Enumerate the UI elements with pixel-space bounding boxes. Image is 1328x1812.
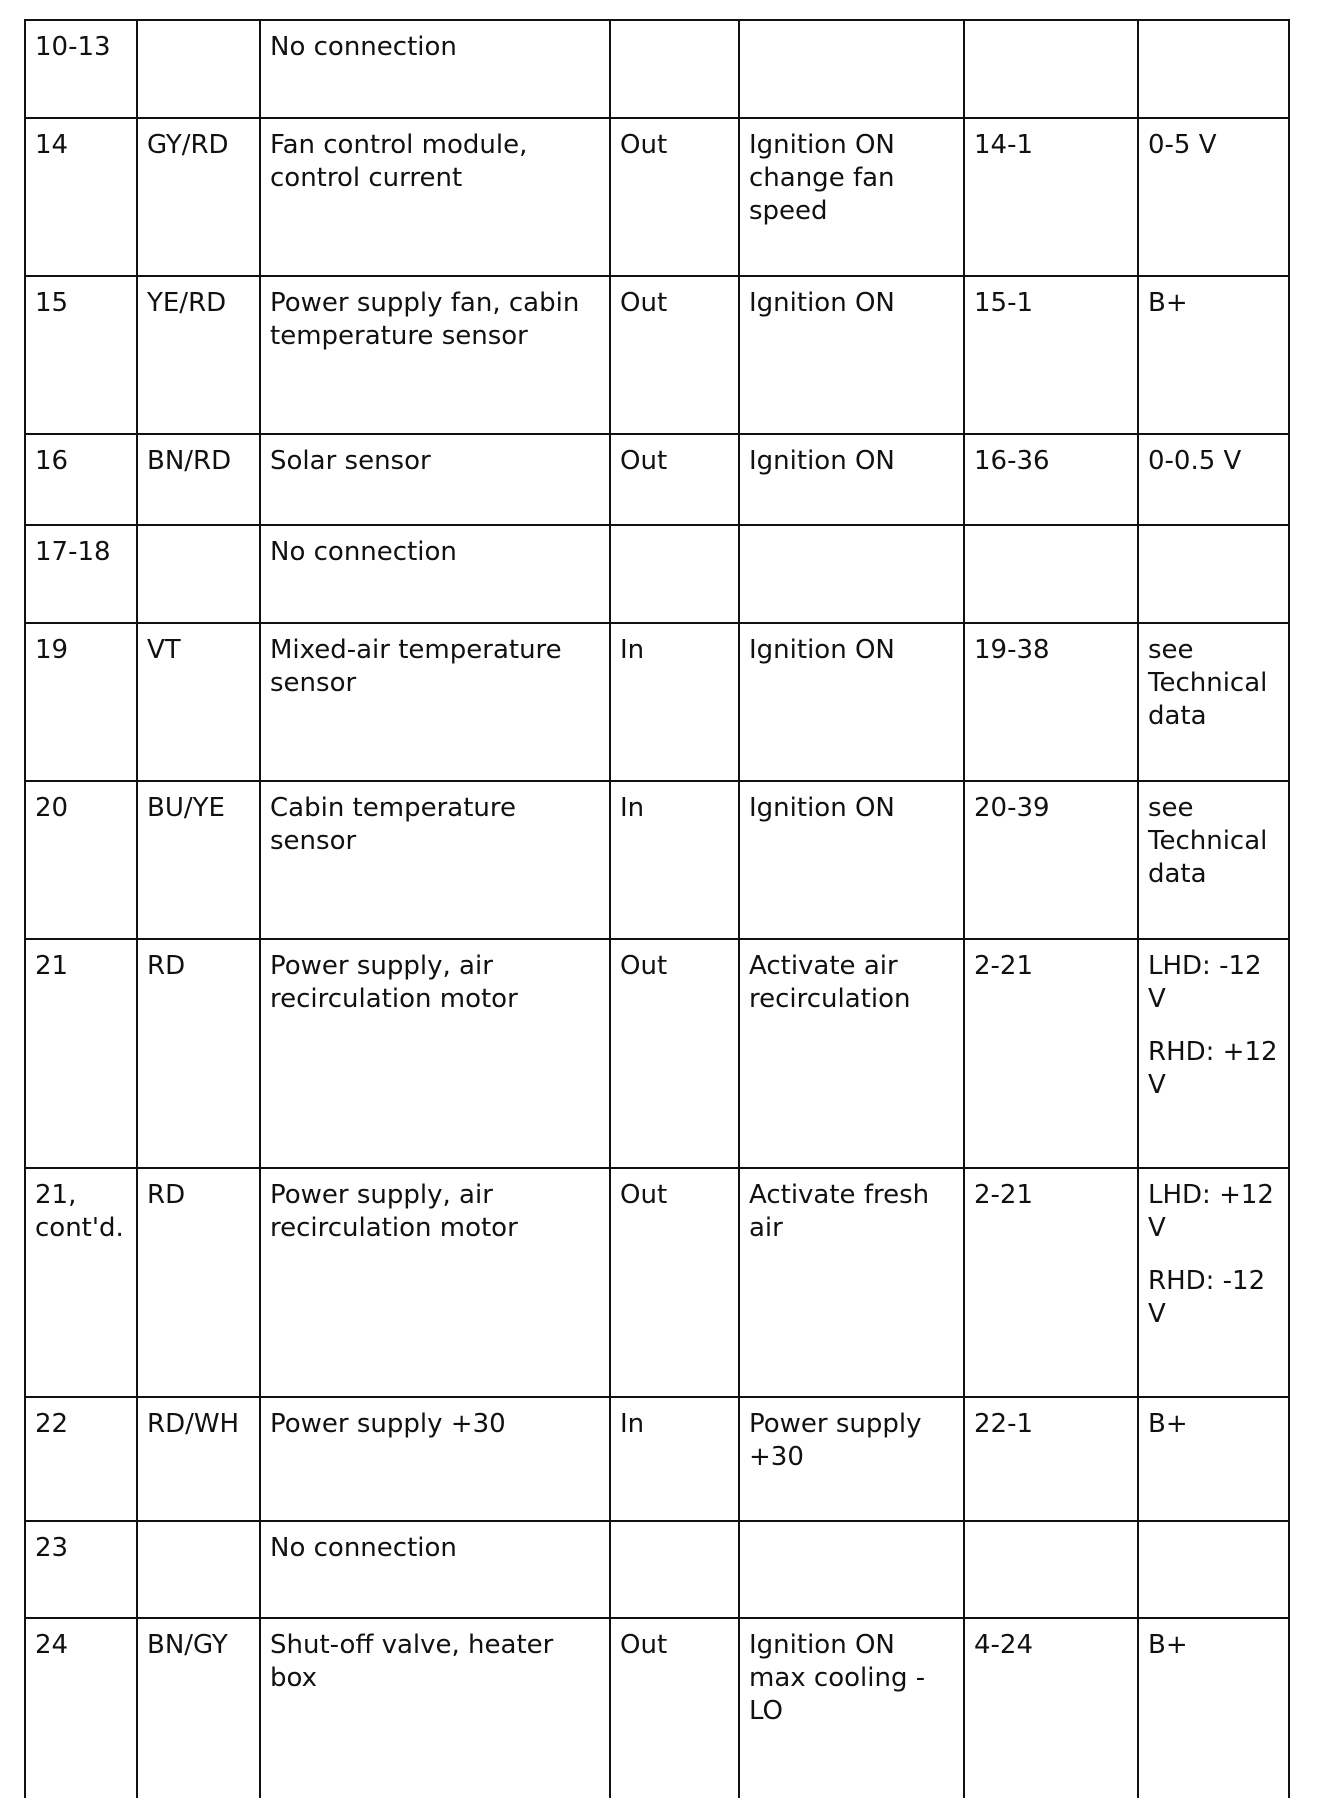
table-row [25, 1397, 1289, 1521]
wire-color-cell: BN/RD [137, 434, 260, 525]
description-cell: Mixed-air temperature sensor [260, 623, 610, 781]
pin-cell: 24 [25, 1618, 137, 1798]
value-cell: see Technical data [1138, 781, 1289, 939]
pin-cell: 22 [25, 1397, 137, 1521]
lhd-value: LHD: +12 V [1148, 1180, 1274, 1243]
pin-cell: 20 [25, 781, 137, 939]
table-row [25, 276, 1289, 434]
wire-color-cell: RD [137, 1168, 260, 1397]
wire-color-cell [137, 1521, 260, 1618]
wire-color-cell: BN/GY [137, 1618, 260, 1798]
table-row [25, 623, 1289, 781]
measure-cell: 20-39 [964, 781, 1138, 939]
pinout-table-wrapper [24, 19, 1288, 1798]
condition-cell: Activate fresh air [739, 1168, 964, 1397]
description-cell: No connection [260, 1521, 610, 1618]
description-cell: Fan control module, control current [260, 118, 610, 276]
table-row [25, 1521, 1289, 1618]
description-cell: No connection [260, 20, 610, 118]
value-cell: B+ [1138, 1618, 1289, 1798]
direction-cell: Out [610, 118, 739, 276]
pin-cell: 19 [25, 623, 137, 781]
description-cell: Power supply +30 [260, 1397, 610, 1521]
pin-cell: 14 [25, 118, 137, 276]
value-spacer [1148, 1245, 1280, 1265]
pinout-table [24, 19, 1290, 1798]
table-row [25, 20, 1289, 118]
value-cell [1138, 20, 1289, 118]
wire-color-cell: BU/YE [137, 781, 260, 939]
description-cell: Solar sensor [260, 434, 610, 525]
wire-color-cell: RD/WH [137, 1397, 260, 1521]
condition-cell: Ignition ON [739, 781, 964, 939]
condition-cell: Power supply +30 [739, 1397, 964, 1521]
condition-cell: Ignition ON max cooling - LO [739, 1618, 964, 1798]
value-cell [1138, 525, 1289, 623]
measure-cell: 16-36 [964, 434, 1138, 525]
pin-cell: 21 [25, 939, 137, 1168]
direction-cell: Out [610, 1618, 739, 1798]
pin-cell: 17-18 [25, 525, 137, 623]
table-row [25, 781, 1289, 939]
condition-cell: Ignition ON [739, 434, 964, 525]
measure-cell: 4-24 [964, 1618, 1138, 1798]
wire-color-cell: RD [137, 939, 260, 1168]
direction-cell: In [610, 781, 739, 939]
measure-cell: 22-1 [964, 1397, 1138, 1521]
condition-cell: Ignition ON [739, 276, 964, 434]
table-row [25, 939, 1289, 1168]
value-cell: B+ [1138, 276, 1289, 434]
direction-cell: In [610, 623, 739, 781]
value-cell: see Technical data [1138, 623, 1289, 781]
direction-cell [610, 525, 739, 623]
value-cell [1138, 939, 1289, 1168]
condition-cell [739, 20, 964, 118]
measure-cell [964, 525, 1138, 623]
value-cell: B+ [1138, 1397, 1289, 1521]
wire-color-cell: YE/RD [137, 276, 260, 434]
description-cell: Power supply, air recirculation motor [260, 939, 610, 1168]
direction-cell [610, 20, 739, 118]
condition-cell: Ignition ON [739, 623, 964, 781]
description-cell: Shut-off valve, heater box [260, 1618, 610, 1798]
pin-cell: 23 [25, 1521, 137, 1618]
condition-cell: Ignition ON change fan speed [739, 118, 964, 276]
wire-color-cell: GY/RD [137, 118, 260, 276]
table-row [25, 1168, 1289, 1397]
measure-cell: 19-38 [964, 623, 1138, 781]
condition-cell: Activate air recirculation [739, 939, 964, 1168]
rhd-value: RHD: -12 V [1148, 1266, 1266, 1329]
direction-cell: In [610, 1397, 739, 1521]
table-row [25, 525, 1289, 623]
direction-cell: Out [610, 939, 739, 1168]
value-cell [1138, 1521, 1289, 1618]
measure-cell: 15-1 [964, 276, 1138, 434]
condition-cell [739, 1521, 964, 1618]
pin-cell: 21, cont'd. [25, 1168, 137, 1397]
measure-cell [964, 1521, 1138, 1618]
measure-cell [964, 20, 1138, 118]
wire-color-cell [137, 525, 260, 623]
description-cell: Power supply fan, cabin temperature sensor [260, 276, 610, 434]
pin-cell: 10-13 [25, 20, 137, 118]
lhd-value: LHD: -12 V [1148, 951, 1262, 1014]
condition-cell [739, 525, 964, 623]
direction-cell: Out [610, 276, 739, 434]
measure-cell: 2-21 [964, 1168, 1138, 1397]
direction-cell [610, 1521, 739, 1618]
table-row [25, 1618, 1289, 1798]
pin-cell: 15 [25, 276, 137, 434]
description-cell: Power supply, air recirculation motor [260, 1168, 610, 1397]
measure-cell: 2-21 [964, 939, 1138, 1168]
wire-color-cell [137, 20, 260, 118]
value-cell [1138, 1168, 1289, 1397]
direction-cell: Out [610, 434, 739, 525]
table-row [25, 118, 1289, 276]
direction-cell: Out [610, 1168, 739, 1397]
value-spacer [1148, 1016, 1280, 1036]
description-cell: Cabin temperature sensor [260, 781, 610, 939]
rhd-value: RHD: +12 V [1148, 1037, 1278, 1100]
wire-color-cell: VT [137, 623, 260, 781]
table-row [25, 434, 1289, 525]
measure-cell: 14-1 [964, 118, 1138, 276]
value-cell: 0-0.5 V [1138, 434, 1289, 525]
pin-cell: 16 [25, 434, 137, 525]
description-cell: No connection [260, 525, 610, 623]
value-cell: 0-5 V [1138, 118, 1289, 276]
